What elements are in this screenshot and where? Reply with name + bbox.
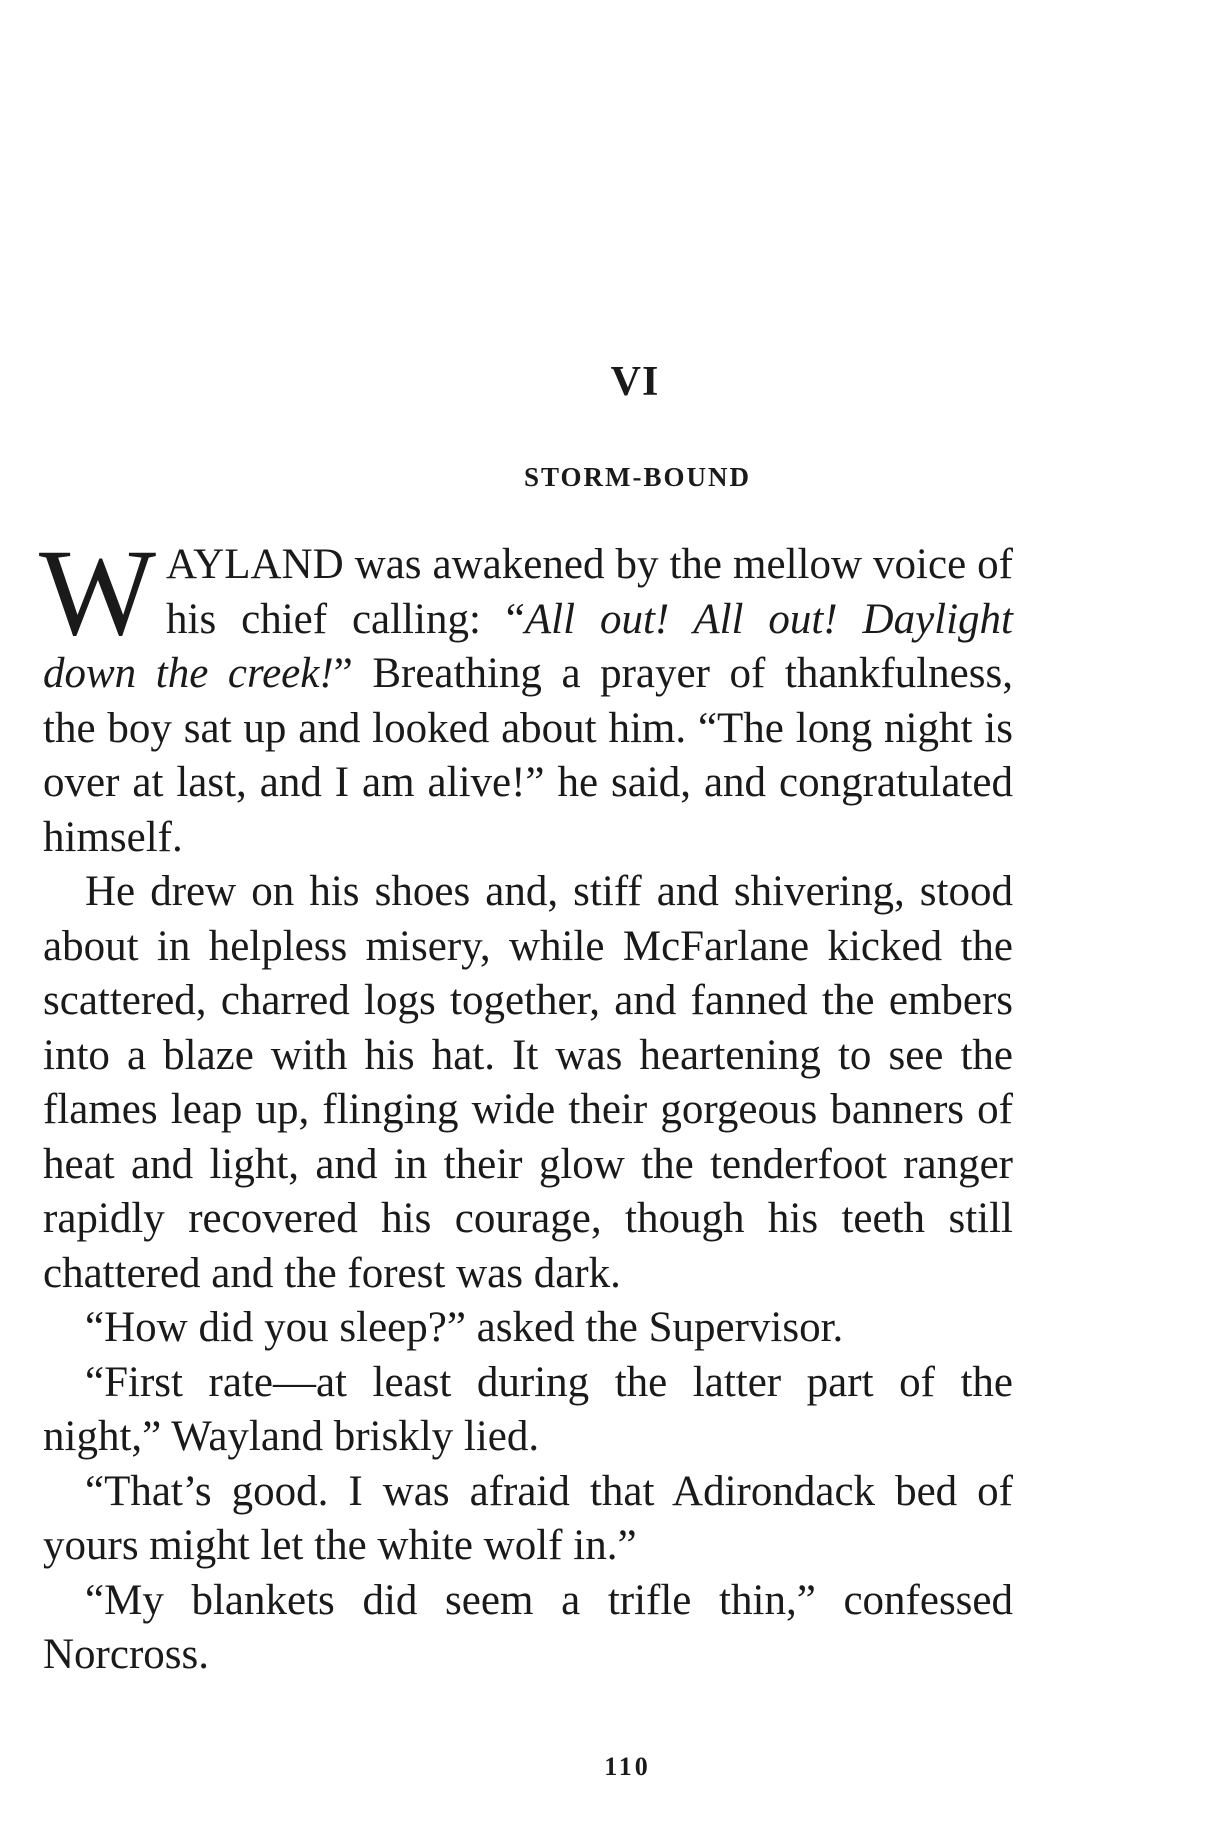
page-number: 110 — [604, 1752, 651, 1781]
paragraph — [39, 524, 1013, 865]
paragraph-text: Breathing a prayer of thankfulness, the boy sat up and looked about him. “The long night is over at last, and I am alive!” he said, and congratulated himself. — [43, 650, 1013, 861]
chapter-title: STORM-BOUND — [523, 462, 752, 492]
drop-cap: W — [39, 524, 157, 661]
paragraph: He drew on his shoes and, stiff and shivering, stood about in helpless misery, while McFarlane kicked the scattered, charred logs together, and fanned the embers into a blaze with his hat. It was heartening to see the flames leap up, flinging wide their gorgeous banners of heat and light, and in their glow the tenderfoot ranger rapidly recovered his courage, though his teeth still chattered and the forest was dark. — [43, 868, 1013, 1297]
quote-mark: “ — [505, 595, 525, 643]
paragraph-text: AYLAND was awakened by the mellow voice of his chief calling: — [166, 541, 1013, 643]
body-text — [39, 524, 1013, 1683]
paragraph: “That’s good. I was afraid that Adirondack bed of yours might let the white wolf in.” — [43, 1467, 1013, 1569]
chapter-number: VI — [610, 359, 660, 405]
paragraph: “First rate—at least during the latter part of the night,” Wayland briskly lied. — [43, 1358, 1013, 1460]
paragraph: “How did you sleep?” asked the Supervisor. — [85, 1304, 844, 1351]
italic-call: All out! All out! Daylight down the creek! — [43, 595, 1013, 697]
paragraph: “My blankets did seem a trifle thin,” confessed Norcross. — [43, 1576, 1013, 1678]
quote-mark: ” — [333, 650, 353, 697]
